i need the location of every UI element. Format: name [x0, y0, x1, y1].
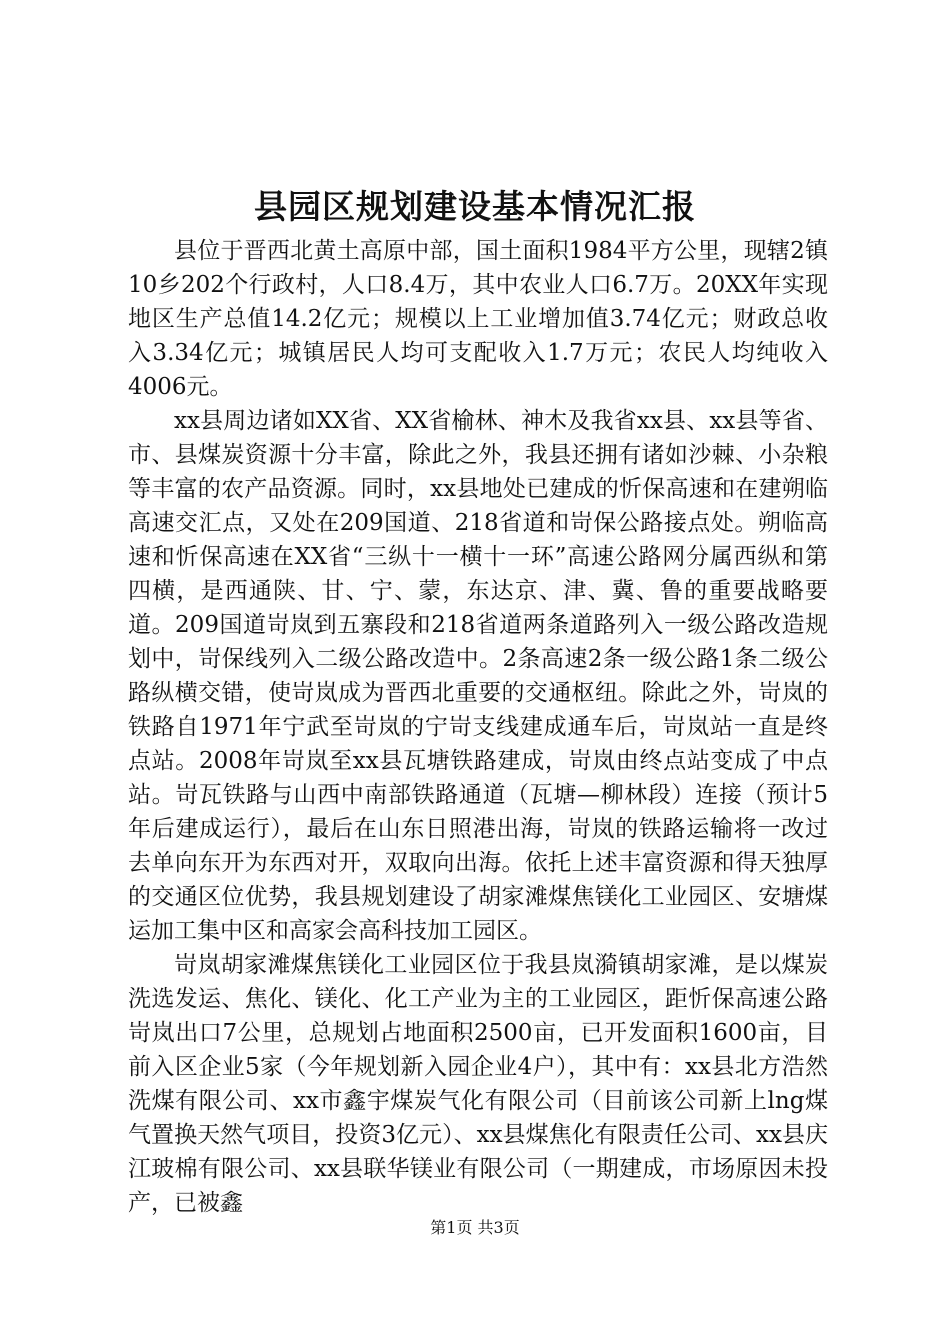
- page-number-footer: 第1页 共3页: [430, 1218, 520, 1237]
- document-title: 县园区规划建设基本情况汇报: [254, 187, 696, 226]
- paragraph-resources-transport: xx县周边诸如XX省、XX省榆林、神木及我省xx县、xx县等省、市、县煤炭资源十分丰富，除此之外，我县还拥有诸如沙棘、小杂粮等丰富的农产品资源。同时，xx县地处已建成的忻保高速和在建朔临高速交汇点，又处在209国道、218省道和岢保公路接点处。朔临高速和忻保高速在XX省“三纵十一横十一环”高速公路网分属西纵和第四横，是西通陕、甘、宁、蒙，东达京、津、冀、鲁的重要战略要道。209国道岢岚到五寨段和218省道两条道路列入一级公路改造规划中，岢保线列入二级公路改造中。2条高速2条一级公路1条二级公路纵横交错，使岢岚成为晋西北重要的交通枢纽。除此之外，岢岚的铁路自1971年宁武至岢岚的宁岢支线建成通车后，岢岚站一直是终点站。2008年岢岚至xx县瓦塘铁路建成，岢岚由终点站变成了中点站。岢瓦铁路与山西中南部铁路通道（瓦塘—柳林段）连接（预计5年后建成运行），最后在山东日照港出海，岢岚的铁路运输将一改过去单向东开为东西对开，双取向出海。依托上述丰富资源和得天独厚的交通区位优势，我县规划建设了胡家滩煤焦镁化工业园区、安塘煤运加工集中区和高家会高科技加工园区。: [128, 408, 828, 944]
- document-body: [128, 234, 828, 1220]
- paragraph-industrial-park: 岢岚胡家滩煤焦镁化工业园区位于我县岚漪镇胡家滩，是以煤炭洗选发运、焦化、镁化、化工产业为主的工业园区，距忻保高速公路岢岚出口7公里，总规划占地面积2500亩，已开发面积1600亩，目前入区企业5家（今年规划新入园企业4户），其中有：xx县北方浩然洗煤有限公司、xx市鑫宇煤炭气化有限公司（目前该公司新上lng煤气置换天然气项目，投资3亿元）、xx县煤焦化有限责任公司、xx县庆江玻棉有限公司、xx县联华镁业有限公司（一期建成，市场原因未投产，已被鑫: [128, 952, 828, 1216]
- paragraph-overview: 县位于晋西北黄土高原中部，国土面积1984平方公里，现辖2镇10乡202个行政村，人口8.4万，其中农业人口6.7万。20XX年实现地区生产总值14.2亿元；规模以上工业增加值3.74亿元；财政总收入3.34亿元；城镇居民人均可支配收入1.7万元；农民人均纯收入4006元。: [128, 238, 828, 400]
